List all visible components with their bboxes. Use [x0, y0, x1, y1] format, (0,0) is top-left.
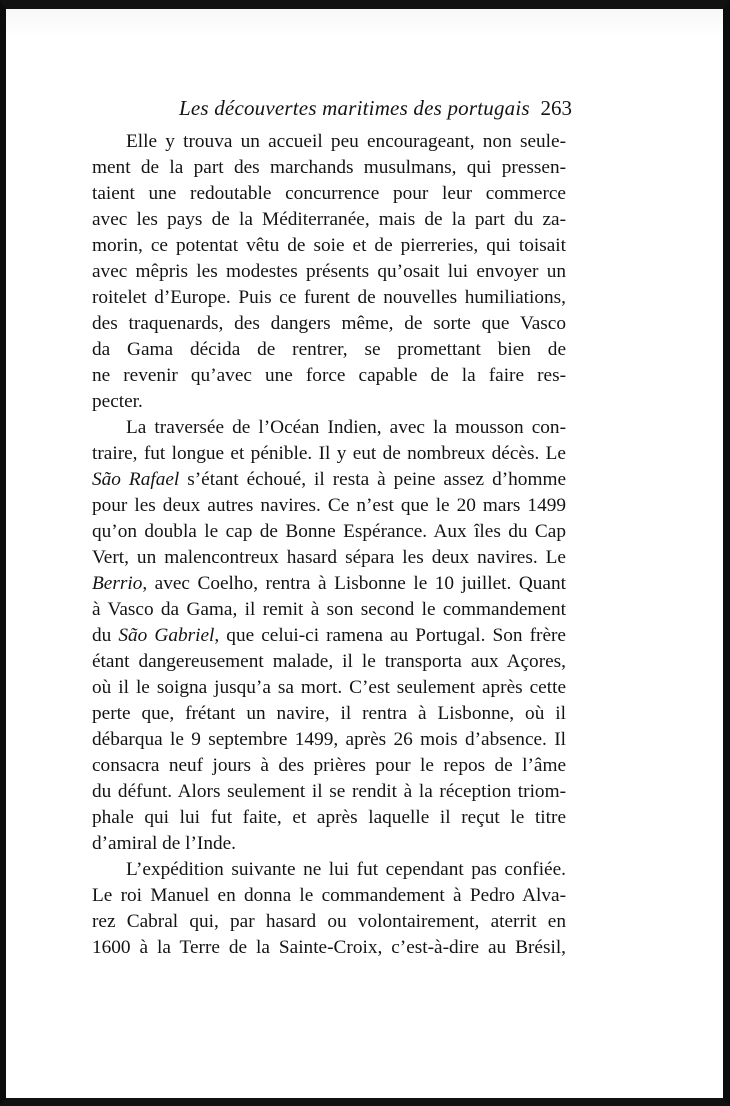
text-line	[92, 337, 566, 363]
text-line	[92, 857, 566, 883]
text-run: où il le soigna jusqu’a sa mort. C’est seulement après cette	[92, 677, 566, 698]
text-run: pour les deux autres navires. Ce n’est que le 20 mars 1499	[92, 495, 566, 516]
text-line	[92, 779, 566, 805]
text-line	[92, 727, 566, 753]
text-line	[92, 805, 566, 831]
text-line	[92, 649, 566, 675]
text-line	[92, 441, 566, 467]
text-run: phale qui lui fut faite, et après laquelle il reçut le titre	[92, 807, 566, 828]
text-line	[92, 545, 566, 571]
text-line	[92, 935, 566, 961]
text-line	[92, 571, 566, 597]
text-run: étant dangereusement malade, il le transporta aux Açores,	[92, 651, 566, 672]
text-line	[92, 363, 566, 389]
text-run: La traversée de l’Océan Indien, avec la mousson con-	[126, 417, 566, 438]
text-run: ne revenir qu’avec une force capable de la faire res-	[92, 365, 566, 386]
text-run: traire, fut longue et pénible. Il y eut de nombreux décès. Le	[92, 443, 566, 464]
page-number: 263	[540, 96, 572, 120]
text-run: ment de la part des marchands musulmans, qui pressen-	[92, 157, 566, 178]
text-run: taient une redoutable concurrence pour leur commerce	[92, 183, 566, 204]
running-title: Les découvertes maritimes des portugais	[179, 96, 530, 120]
text-line	[92, 415, 566, 441]
text-line	[92, 233, 566, 259]
text-line	[92, 519, 566, 545]
text-run: à Vasco da Gama, il remit à son second le commandement	[92, 599, 566, 620]
text-run: rez Cabral qui, par hasard ou volontairement, aterrit en	[92, 911, 566, 932]
text-run: , que celui-ci ramena au Portugal. Son frère	[214, 625, 566, 646]
text-run: 1600 à la Terre de la Sainte-Croix, c’est-à-dire au Brésil,	[92, 937, 566, 958]
body-text	[92, 129, 566, 961]
text-line	[92, 389, 566, 415]
text-run: qu’on doubla le cap de Bonne Espérance. Aux îles du Cap	[92, 521, 566, 542]
text-run: avec les pays de la Méditerranée, mais de la part du za-	[92, 209, 566, 230]
text-run: s’étant échoué, il resta à peine assez d’homme	[179, 469, 566, 490]
text-line	[92, 831, 566, 857]
text-line	[92, 909, 566, 935]
text-line	[92, 753, 566, 779]
text-run: du	[92, 625, 119, 646]
text-run: des traquenards, des dangers même, de sorte que Vasco	[92, 313, 566, 334]
text-run: avec mêpris les modestes présents qu’osait lui envoyer un	[92, 261, 566, 282]
ship-name: Berrio	[92, 573, 143, 594]
ship-name: São Gabriel	[118, 625, 215, 646]
text-run: morin, ce potentat vêtu de soie et de pierreries, qui toisait	[92, 235, 566, 256]
text-line	[92, 181, 566, 207]
text-line	[92, 701, 566, 727]
text-run: Le roi Manuel en donna le commandement à Pedro Alva-	[92, 885, 566, 906]
text-run: consacra neuf jours à des prières pour le repos de l’âme	[92, 755, 566, 776]
text-run: da Gama décida de rentrer, se promettant bien de	[92, 339, 566, 360]
text-line	[92, 467, 566, 493]
text-run: Vert, un malencontreux hasard sépara les deux navires. Le	[92, 547, 566, 568]
text-run: du défunt. Alors seulement il se rendit à la réception triom-	[92, 781, 566, 802]
ship-name: São Rafael	[92, 469, 180, 490]
text-line	[92, 129, 566, 155]
text-run: roitelet d’Europe. Puis ce furent de nouvelles humiliations,	[92, 287, 566, 308]
text-line	[92, 155, 566, 181]
text-run: L’expédition suivante ne lui fut cependant pas confiée.	[126, 859, 566, 880]
text-line	[92, 259, 566, 285]
text-run: débarqua le 9 septembre 1499, après 26 mois d’absence. Il	[92, 729, 566, 750]
page-header	[179, 96, 579, 126]
text-run: d’amiral de l’Inde.	[92, 833, 237, 854]
text-line	[92, 493, 566, 519]
text-run: perte que, frétant un navire, il rentra à Lisbonne, où il	[92, 703, 566, 724]
text-run: pecter.	[92, 391, 143, 412]
text-line	[92, 285, 566, 311]
text-line	[92, 311, 566, 337]
text-run: Elle y trouva un accueil peu encourageant, non seule-	[126, 131, 566, 152]
text-line	[92, 597, 566, 623]
text-line	[92, 675, 566, 701]
text-line	[92, 623, 566, 649]
text-run: , avec Coelho, rentra à Lisbonne le 10 juillet. Quant	[142, 573, 566, 594]
text-line	[92, 207, 566, 233]
text-line	[92, 883, 566, 909]
